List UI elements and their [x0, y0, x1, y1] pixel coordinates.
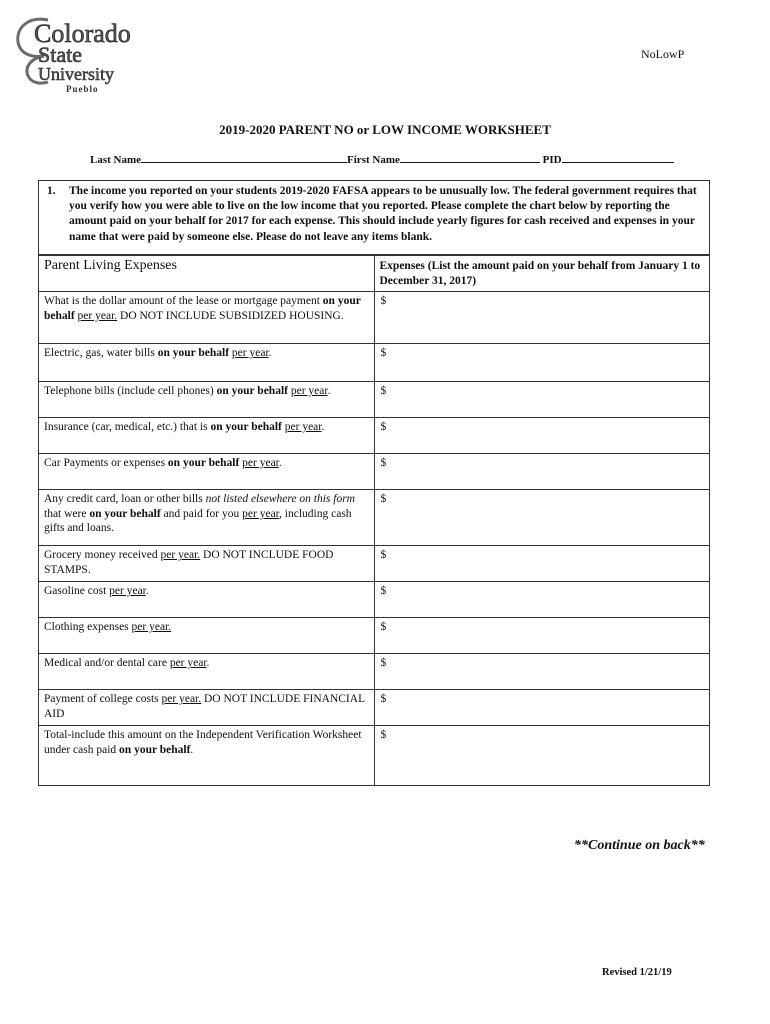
- expense-label-part: .: [321, 421, 325, 434]
- expense-label-part: Car Payments or expenses: [44, 457, 168, 470]
- expense-amount-field[interactable]: [374, 418, 710, 454]
- expense-amount-field[interactable]: [374, 546, 710, 582]
- expense-label-part: on your behalf: [216, 385, 288, 398]
- expense-label: [39, 618, 375, 654]
- expense-label-part: DO NOT INCLUDE SUBSIDIZED HOUSING.: [117, 309, 344, 322]
- csu-pueblo-logo: [14, 12, 164, 96]
- expense-label-part: per year.: [131, 621, 172, 634]
- expense-label-part: .: [327, 385, 331, 398]
- expense-label: [39, 490, 375, 546]
- expense-amount-field[interactable]: [374, 690, 710, 726]
- expense-label-part: Grocery money received: [44, 549, 161, 562]
- logo-word-university: University: [38, 64, 114, 84]
- expense-label-part: per year: [231, 347, 269, 360]
- name-fields-row: [90, 152, 674, 166]
- expense-amount-field[interactable]: [374, 344, 710, 382]
- expense-label-part: .: [206, 657, 210, 670]
- instructions-box: [38, 180, 710, 255]
- col-header-expenses: Parent Living Expenses: [39, 256, 375, 292]
- expense-label: [39, 292, 375, 344]
- expense-label-part: on your behalf: [210, 421, 282, 434]
- expense-row: [39, 690, 710, 726]
- expense-label: [39, 582, 375, 618]
- expense-label-part: What is the dollar amount of the lease or mortgage payment: [44, 295, 323, 308]
- expense-label-part: per year: [109, 585, 146, 598]
- expense-amount-field[interactable]: [374, 726, 710, 786]
- expense-label-part: , including cash gifts and loans.: [44, 507, 352, 535]
- expense-label-part: on your behalf: [44, 295, 361, 322]
- last-name-label: Last Name: [90, 154, 142, 166]
- expense-rows: [39, 292, 710, 786]
- instructions-number: 1.: [47, 185, 56, 197]
- currency-symbol: $: [380, 621, 387, 634]
- first-name-field[interactable]: [400, 152, 540, 163]
- expense-row: [39, 726, 710, 786]
- currency-symbol: $: [380, 421, 387, 434]
- expense-label-part: per year.: [77, 309, 118, 322]
- currency-symbol: $: [380, 347, 387, 360]
- expense-label: [39, 690, 375, 726]
- continue-on-back: **Continue on back**: [574, 838, 705, 853]
- expense-label-part: Telephone bills (include cell phones): [44, 385, 217, 398]
- form-code: NoLowP: [641, 47, 685, 61]
- expense-label-part: Medical and/or dental care: [44, 657, 170, 670]
- expense-label-part: Insurance (car, medical, etc.) that is: [44, 421, 211, 434]
- expense-amount-field[interactable]: [374, 582, 710, 618]
- expense-label-part: on your behalf: [157, 347, 230, 360]
- col-header-amounts: Expenses (List the amount paid on your behalf from January 1 to December 31, 2017): [374, 256, 710, 292]
- expense-row: [39, 618, 710, 654]
- pid-field[interactable]: [562, 152, 674, 163]
- expense-label: [39, 654, 375, 690]
- expense-label: [39, 344, 375, 382]
- expense-label: [39, 418, 375, 454]
- expense-label-part: .: [145, 585, 149, 598]
- currency-symbol: $: [380, 729, 387, 742]
- currency-symbol: $: [380, 295, 387, 308]
- expense-label-part: Electric, gas, water bills: [44, 347, 158, 360]
- currency-symbol: $: [380, 549, 387, 562]
- expense-amount-field[interactable]: [374, 490, 710, 546]
- expense-label-part: Total-include this amount on the Independent Verification Worksheet under cash paid: [44, 729, 362, 756]
- expense-label: [39, 726, 375, 786]
- instructions-text: The income you reported on your students 2019-2020 FAFSA appears to be unusually low. The federal government requires that you verify how you were able to live on the low income that you reported. Please complete the chart below by reporting the amount paid on your behalf for 2017 for each expense. This should include yearly figures for cash received and expenses in your name that were paid by someone else. Please do not leave any items blank.: [69, 185, 697, 243]
- expense-label-part: per year.: [160, 549, 201, 562]
- expense-label-part: per year: [242, 457, 279, 470]
- expense-row: [39, 418, 710, 454]
- expense-label-part: .: [278, 457, 282, 470]
- expense-row: [39, 546, 710, 582]
- expense-label-part: Any credit card, loan or other bills: [44, 493, 206, 506]
- expense-label-part: on your behalf: [119, 743, 191, 756]
- expenses-table: [38, 255, 710, 786]
- revised-date: Revised 1/21/19: [602, 967, 672, 978]
- expense-row: [39, 582, 710, 618]
- expense-label-part: Payment of college costs: [44, 693, 162, 706]
- expense-label-part: .: [268, 347, 272, 360]
- expense-label-part: on your behalf: [89, 507, 161, 520]
- expense-amount-field[interactable]: [374, 454, 710, 490]
- pid-label: PID: [542, 154, 562, 166]
- expense-amount-field[interactable]: [374, 654, 710, 690]
- expense-label-part: per year: [242, 507, 280, 520]
- logo-word-colorado: Colorado: [34, 19, 131, 48]
- logo-word-pueblo: Pueblo: [66, 84, 99, 94]
- expense-label-part: per year.: [161, 693, 202, 706]
- expense-row: [39, 292, 710, 344]
- expense-row: [39, 382, 710, 418]
- page-title: 2019-2020 PARENT NO or LOW INCOME WORKSHEET: [219, 122, 551, 137]
- expense-label-part: DO NOT INCLUDE FINANCIAL AID: [44, 693, 365, 720]
- expense-row: [39, 654, 710, 690]
- expense-label-part: that were: [44, 507, 90, 520]
- first-name-label: First Name: [347, 154, 400, 166]
- expense-label-part: DO NOT INCLUDE FOOD STAMPS.: [44, 549, 334, 576]
- expense-row: [39, 454, 710, 490]
- last-name-field[interactable]: [141, 152, 347, 163]
- currency-symbol: $: [380, 493, 387, 506]
- expense-label: [39, 382, 375, 418]
- expense-label-part: Clothing expenses: [44, 621, 132, 634]
- expense-label-part: per year: [169, 657, 207, 670]
- expense-amount-field[interactable]: [374, 382, 710, 418]
- expense-label-part: and paid for you: [160, 507, 243, 520]
- expense-row: [39, 490, 710, 546]
- expense-row: [39, 344, 710, 382]
- currency-symbol: $: [380, 693, 387, 706]
- currency-symbol: $: [380, 657, 387, 670]
- expense-label-part: on your behalf: [167, 457, 240, 470]
- expense-label-part: per year: [284, 421, 322, 434]
- expense-label: [39, 454, 375, 490]
- expense-label-part: .: [190, 743, 194, 756]
- currency-symbol: $: [380, 457, 387, 470]
- currency-symbol: $: [380, 585, 387, 598]
- expense-label-part: Gasoline cost: [44, 585, 110, 598]
- expense-label-part: not listed elsewhere on this form: [205, 493, 355, 506]
- logo-word-state: State: [38, 42, 82, 67]
- expense-amount-field[interactable]: [374, 292, 710, 344]
- expense-label-part: per year: [290, 385, 328, 398]
- expense-amount-field[interactable]: [374, 618, 710, 654]
- currency-symbol: $: [380, 385, 387, 398]
- expense-label: [39, 546, 375, 582]
